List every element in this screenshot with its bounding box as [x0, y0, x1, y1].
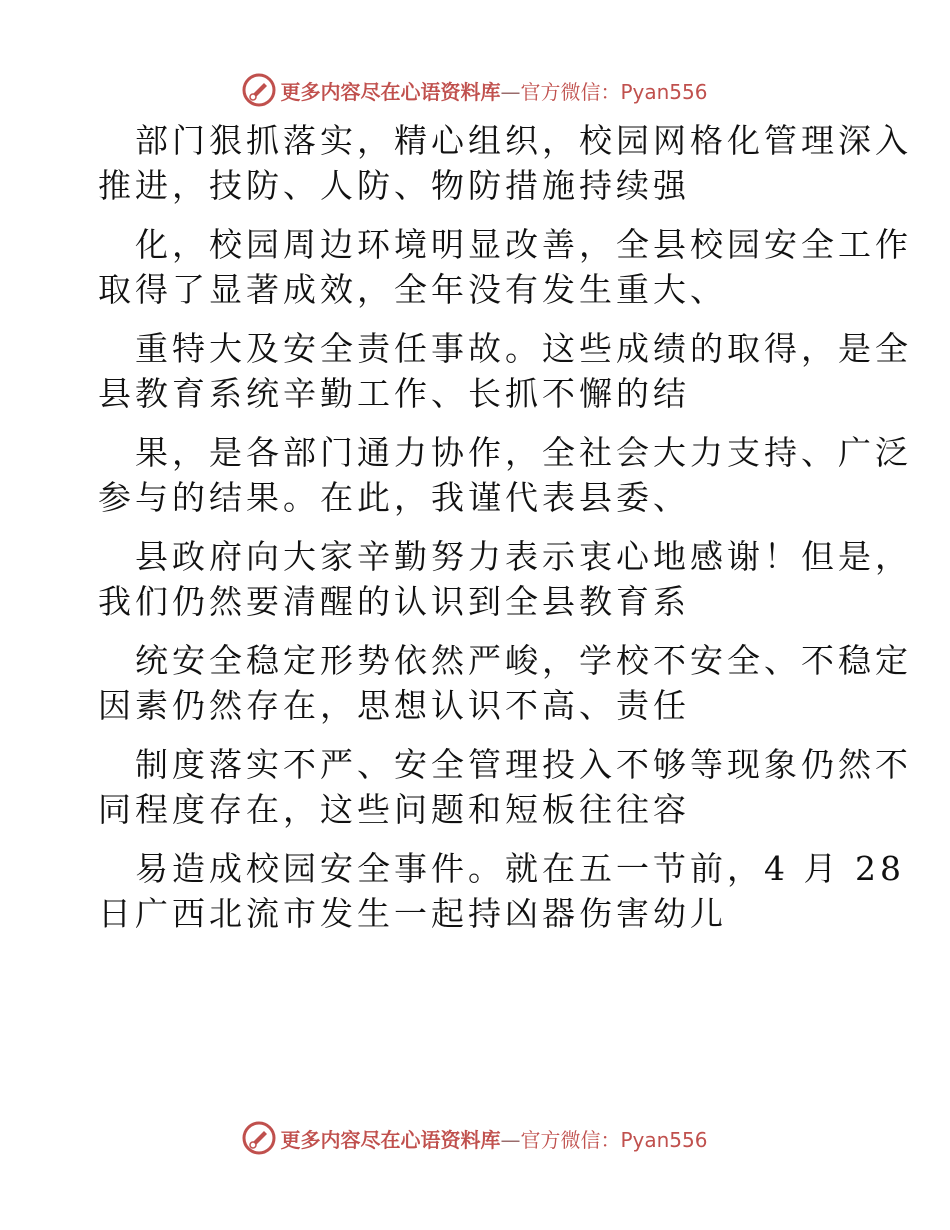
body-line: 参与的结果。在此，我谨代表县委、	[98, 478, 690, 517]
body-line: 我们仍然要清醒的认识到全县教育系	[98, 582, 690, 621]
body-line: 部门狠抓落实，精心组织，校园网格化管理深入	[135, 121, 912, 160]
body-line: 制度落实不严、安全管理投入不够等现象仍然不	[135, 745, 912, 784]
banner-wechat-text: 官方微信：Pyan556	[520, 79, 708, 104]
body-line: 日广西北流市发生一起持凶器伤害幼儿	[98, 894, 727, 933]
footer-banner	[0, 1118, 950, 1158]
body-line: 统安全稳定形势依然严峻，学校不安全、不稳定	[135, 641, 912, 680]
body-line: 易造成校园安全事件。就在五一节前，4 月 28	[135, 849, 905, 888]
body-line: 重特大及安全责任事故。这些成绩的取得，是全	[135, 329, 912, 368]
body-line: 县教育系统辛勤工作、长抓不懈的结	[98, 374, 690, 413]
body-line: 化，校园周边环境明显改善，全县校园安全工作	[135, 225, 912, 264]
body-line: 同程度存在，这些问题和短板往往容	[98, 790, 690, 829]
banner-dash: —	[500, 79, 521, 104]
banner-wechat-text: 官方微信：Pyan556	[520, 1127, 708, 1152]
body-line: 因素仍然存在，思想认识不高、责任	[98, 686, 690, 725]
logo-icon	[242, 1121, 276, 1155]
banner-text	[280, 1124, 707, 1153]
body-line: 推进，技防、人防、物防措施持续强	[98, 166, 690, 205]
body-line: 取得了显著成效，全年没有发生重大、	[98, 270, 727, 309]
banner-main-text: 更多内容尽在心语资料库	[280, 79, 501, 104]
logo-icon	[242, 73, 276, 107]
banner-dash: —	[500, 1127, 521, 1152]
body-line: 果，是各部门通力协作，全社会大力支持、广泛	[135, 433, 912, 472]
body-line: 县政府向大家辛勤努力表示衷心地感谢！但是，	[135, 537, 912, 576]
banner-main-text: 更多内容尽在心语资料库	[280, 1127, 501, 1152]
banner-text	[280, 76, 707, 105]
document-body	[98, 118, 912, 936]
header-banner	[0, 70, 950, 110]
